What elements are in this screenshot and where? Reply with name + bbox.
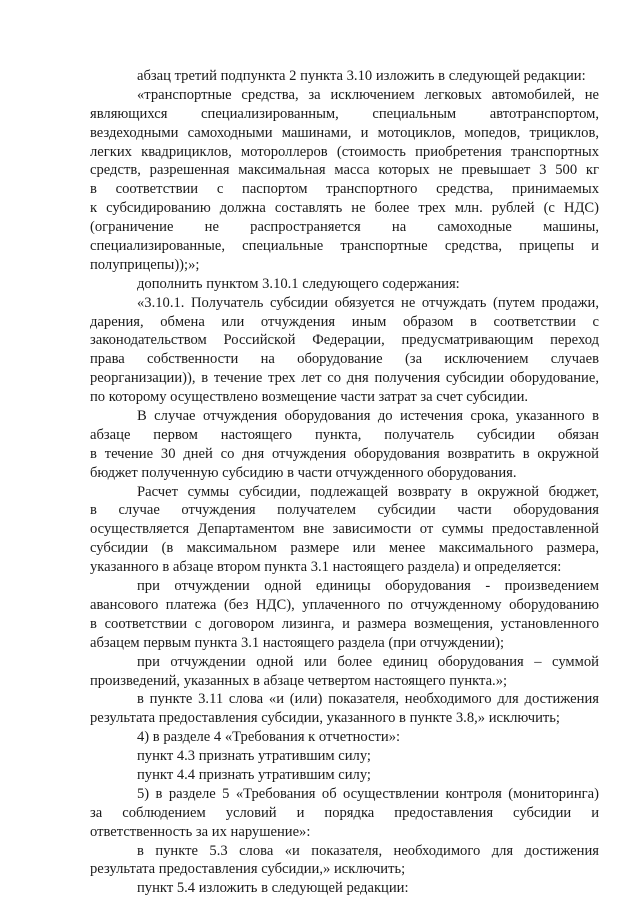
text-line: к субсидированию должна составлять не более трех млн. рублей (с НДС) — [90, 200, 599, 217]
text-line: при отчуждении одной или более единиц оборудования – суммой — [137, 653, 599, 670]
paragraph-p2 — [90, 86, 599, 275]
paragraph-p13 — [90, 785, 599, 842]
text-line: пункт 5.4 изложить в следующей редакции: — [137, 880, 409, 897]
text-line: в соответствии с паспортом транспортного средства, принимаемых — [90, 181, 599, 198]
text-line: (ограничение не распространяется на самоходные машины, — [90, 219, 599, 236]
text-line: абзаце первом настоящего пункта, получатель субсидии обязан — [90, 426, 599, 443]
text-line: в соответствии с договором лизинга, и размера возмещения, установленного — [90, 615, 599, 632]
text-line: полуприцепы));»; — [90, 256, 200, 273]
text-line: осуществляется Департаментом вне зависимости от суммы предоставленной — [90, 521, 599, 538]
text-line: авансового платежа (без НДС), уплаченного по отчужденному оборудованию — [90, 596, 599, 613]
text-line: в пункте 3.11 слова «и (или) показателя, необходимого для достижения — [137, 691, 599, 708]
text-line: 5) в разделе 5 «Требования об осуществлении контроля (мониторинга) — [137, 785, 599, 802]
text-line: в случае отчуждения получателем субсидии части оборудования — [90, 502, 599, 519]
text-line: за соблюдением условий и порядка предоставления субсидии и — [90, 804, 599, 821]
text-line: являющихся специализированным, специальным автотранспортом, — [90, 105, 599, 122]
text-line: при отчуждении одной единицы оборудования - произведением — [137, 578, 599, 595]
text-line: по которому осуществлено возмещение части затрат за счет субсидии. — [90, 389, 529, 406]
paragraph-p1 — [90, 67, 599, 86]
paragraph-p8 — [90, 653, 599, 691]
paragraph-p15 — [90, 879, 599, 898]
text-line: средств, разрешенная максимальная масса которых не превышает 3 500 кг — [90, 162, 599, 179]
text-line: В случае отчуждения оборудования до истечения срока, указанного в — [137, 408, 599, 425]
paragraph-p3 — [90, 275, 599, 294]
text-line: 4) в разделе 4 «Требования к отчетности»: — [137, 729, 401, 746]
paragraph-p9 — [90, 690, 599, 728]
paragraph-p14 — [90, 842, 599, 880]
text-line: реорганизации)), в течение трех лет со дня получения субсидии оборудование, — [90, 370, 599, 387]
paragraph-p12 — [90, 766, 599, 785]
text-line: пункт 4.4 признать утратившим силу; — [137, 766, 371, 783]
text-line: права собственности на оборудование (за исключением случаев — [90, 351, 599, 368]
document-page — [90, 67, 599, 898]
text-line: «3.10.1. Получатель субсидии обязуется не отчуждать (путем продажи, — [137, 294, 599, 311]
text-line: ответственность за их нарушение»: — [90, 823, 311, 840]
text-line: специализированные, специальные транспортные средства, прицепы и — [90, 238, 599, 255]
text-line: в течение 30 дней со дня отчуждения оборудования возвратить в окружной — [90, 445, 599, 462]
text-line: вездеходными самоходными машинами, и мотоциклов, мопедов, трициклов, — [90, 124, 599, 141]
text-line: произведений, указанных в абзаце четвертом настоящего пункта.»; — [90, 672, 508, 689]
text-line: в пункте 5.3 слова «и показателя, необходимого для достижения — [137, 842, 599, 859]
text-line: дарения, обмена или отчуждения иным образом в соответствии с — [90, 313, 599, 330]
text-line: пункт 4.3 признать утратившим силу; — [137, 748, 371, 765]
text-line: «транспортные средства, за исключением легковых автомобилей, не — [137, 86, 599, 103]
paragraph-p11 — [90, 747, 599, 766]
text-line: субсидии (в максимальном размере или менее максимального размера, — [90, 540, 599, 557]
text-line: дополнить пунктом 3.10.1 следующего содержания: — [137, 275, 460, 292]
paragraph-p10 — [90, 728, 599, 747]
paragraph-p5 — [90, 407, 599, 483]
text-line: абзац третий подпункта 2 пункта 3.10 изложить в следующей редакции: — [137, 68, 586, 84]
text-line: бюджет полученную субсидию в части отчужденного оборудования. — [90, 464, 517, 481]
text-line: абзацем первым пункта 3.1 настоящего раздела (при отчуждении); — [90, 634, 505, 651]
text-line: законодательством Российской Федерации, предусматривающим переход — [90, 332, 599, 349]
text-line: результата предоставления субсидии,» исключить; — [90, 861, 406, 878]
text-line: указанного в абзаце втором пункта 3.1 настоящего раздела) и определяется: — [90, 559, 562, 576]
text-line: результата предоставления субсидии, указанного в пункте 3.8,» исключить; — [90, 710, 560, 727]
text-line: Расчет суммы субсидии, подлежащей возврату в окружной бюджет, — [137, 483, 599, 500]
text-line: легких квадрициклов, мотороллеров (стоимость приобретения транспортных — [90, 143, 599, 160]
paragraph-p6 — [90, 483, 599, 577]
paragraph-p7 — [90, 577, 599, 653]
paragraph-p4 — [90, 294, 599, 407]
